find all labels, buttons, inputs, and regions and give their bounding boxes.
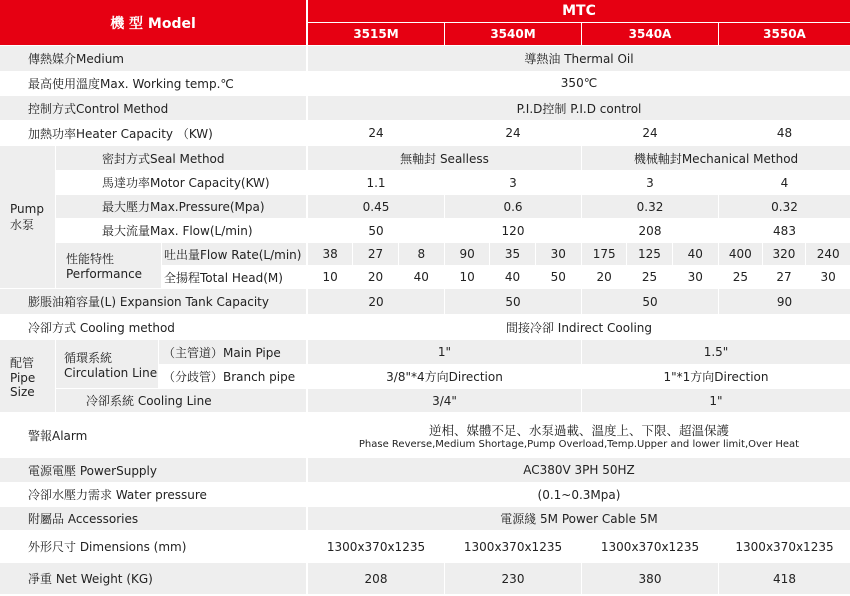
pipe-group-label xyxy=(0,340,55,412)
circulation-label xyxy=(56,340,158,388)
medium-label: 傳熱媒介Medium xyxy=(0,46,306,71)
seal-value-mechanical: 機械軸封Mechanical Method xyxy=(582,146,850,170)
head-value: 30 xyxy=(806,266,850,288)
pump-label-zh: 水泵 xyxy=(10,217,35,232)
max-flow-value: 208 xyxy=(582,219,718,242)
cooling-label: 冷卻方式 Cooling method xyxy=(0,315,306,339)
max-flow-value: 483 xyxy=(719,219,850,242)
max-temp-label: 最高使用溫度Max. Working temp.℃ xyxy=(0,71,306,95)
model-3515m: 3515M xyxy=(308,23,444,45)
max-flow-label: 最大流量Max. Flow(L/min) xyxy=(56,219,306,242)
branch-pipe-value: 1"*1方向Direction xyxy=(582,364,850,388)
model-3540a: 3540A xyxy=(582,23,718,45)
power-label: 電源電壓 PowerSupply xyxy=(0,458,306,482)
performance-label xyxy=(56,243,161,288)
model-header: 機 型 Model xyxy=(0,0,306,45)
medium-value: 導熱油 Thermal Oil xyxy=(308,46,850,71)
motor-value: 3 xyxy=(445,171,581,194)
head-value: 40 xyxy=(399,266,444,288)
model-3540m: 3540M xyxy=(445,23,581,45)
alarm-value xyxy=(308,413,850,457)
cooling-line-value: 1" xyxy=(582,389,850,412)
alarm-value-en: Phase Reverse,Medium Shortage,Pump Overload,Temp.Upper and lower limit,Over Heat xyxy=(358,438,800,450)
water-pressure-label: 冷卻水壓力需求 Water pressure xyxy=(0,483,306,506)
head-value: 40 xyxy=(490,266,534,288)
max-flow-value: 120 xyxy=(445,219,581,242)
flow-rate-value: 27 xyxy=(353,243,397,265)
dimensions-value: 1300x370x1235 xyxy=(445,531,581,562)
main-pipe-value: 1" xyxy=(308,340,581,364)
dimensions-value: 1300x370x1235 xyxy=(719,531,850,562)
seal-label: 密封方式Seal Method xyxy=(56,146,306,170)
pressure-value: 0.32 xyxy=(719,195,850,218)
tank-value: 50 xyxy=(445,289,581,314)
performance-label-zh: 性能特性 xyxy=(66,252,115,266)
model-3550a: 3550A xyxy=(719,23,850,45)
flow-rate-value: 30 xyxy=(536,243,581,265)
heater-value: 24 xyxy=(582,121,718,145)
alarm-label: 警報Alarm xyxy=(0,413,306,457)
series-header: MTC xyxy=(308,0,850,22)
pressure-value: 0.45 xyxy=(308,195,444,218)
pressure-value: 0.6 xyxy=(445,195,581,218)
main-pipe-value: 1.5" xyxy=(582,340,850,364)
flow-rate-value: 35 xyxy=(490,243,534,265)
cooling-line-value: 3/4" xyxy=(308,389,581,412)
max-temp-value: 350℃ xyxy=(308,71,850,95)
head-value: 25 xyxy=(627,266,671,288)
motor-label: 馬達功率Motor Capacity(KW) xyxy=(56,171,306,194)
flow-rate-value: 175 xyxy=(582,243,626,265)
dimensions-value: 1300x370x1235 xyxy=(582,531,718,562)
pressure-value: 0.32 xyxy=(582,195,718,218)
pipe-label-en2: Size xyxy=(10,384,35,399)
accessories-label: 附屬品 Accessories xyxy=(0,507,306,530)
head-label: 全揚程Total Head(M) xyxy=(162,266,306,288)
circulation-label-zh: 循環系統 xyxy=(64,350,113,365)
head-value: 10 xyxy=(445,266,489,288)
weight-value: 230 xyxy=(445,563,581,594)
pressure-label: 最大壓力Max.Pressure(Mpa) xyxy=(56,195,306,218)
heater-label: 加熱功率Heater Capacity （KW) xyxy=(0,121,306,145)
heater-value: 24 xyxy=(445,121,581,145)
control-label: 控制方式Control Method xyxy=(0,96,306,120)
head-value: 50 xyxy=(536,266,581,288)
weight-value: 418 xyxy=(719,563,850,594)
flow-rate-value: 240 xyxy=(806,243,850,265)
tank-value: 90 xyxy=(719,289,850,314)
head-value: 25 xyxy=(719,266,762,288)
water-pressure-value: (0.1~0.3Mpa) xyxy=(308,483,850,506)
flow-rate-label: 吐出量Flow Rate(L/min) xyxy=(162,243,306,265)
power-value: AC380V 3PH 50HZ xyxy=(308,458,850,482)
main-pipe-label: （主管道）Main Pipe xyxy=(159,340,306,364)
alarm-value-zh: 逆相、媒體不足、水泵過載、溫度上、下限、超溫保護 xyxy=(428,422,729,438)
flow-rate-value: 400 xyxy=(719,243,762,265)
cooling-line-label: 冷卻系統 Cooling Line xyxy=(56,389,306,412)
cooling-value: 間接冷卻 Indirect Cooling xyxy=(308,315,850,339)
head-value: 20 xyxy=(353,266,397,288)
max-flow-value: 50 xyxy=(308,219,444,242)
pump-label-en: Pump xyxy=(10,201,44,216)
weight-label: 凈重 Net Weight (KG) xyxy=(0,563,306,594)
dimensions-label: 外形尺寸 Dimensions (mm) xyxy=(0,531,306,562)
flow-rate-value: 320 xyxy=(763,243,806,265)
flow-rate-value: 8 xyxy=(399,243,444,265)
circulation-label-en: Circulation Line xyxy=(64,365,158,380)
accessories-value: 電源綫 5M Power Cable 5M xyxy=(308,507,850,530)
motor-value: 4 xyxy=(719,171,850,194)
weight-value: 380 xyxy=(582,563,718,594)
dimensions-value: 1300x370x1235 xyxy=(308,531,444,562)
head-value: 27 xyxy=(763,266,806,288)
flow-rate-value: 40 xyxy=(673,243,718,265)
tank-value: 20 xyxy=(308,289,444,314)
tank-label: 膨脹油箱容量(L) Expansion Tank Capacity xyxy=(0,289,306,314)
tank-value: 50 xyxy=(582,289,718,314)
flow-rate-value: 125 xyxy=(627,243,671,265)
control-value: P.I.D控制 P.I.D control xyxy=(308,96,850,120)
pipe-label-zh: 配管 xyxy=(10,355,35,370)
motor-value: 1.1 xyxy=(308,171,444,194)
weight-value: 208 xyxy=(308,563,444,594)
heater-value: 24 xyxy=(308,121,444,145)
head-value: 10 xyxy=(308,266,352,288)
branch-pipe-value: 3/8"*4方向Direction xyxy=(308,364,581,388)
pump-group-label xyxy=(0,146,55,288)
seal-value-sealless: 無軸封 Sealless xyxy=(308,146,581,170)
performance-label-en: Performance xyxy=(66,267,143,281)
branch-pipe-label: （分歧管）Branch pipe xyxy=(159,364,306,388)
head-value: 20 xyxy=(582,266,626,288)
flow-rate-value: 90 xyxy=(445,243,489,265)
heater-value: 48 xyxy=(719,121,850,145)
head-value: 30 xyxy=(673,266,718,288)
flow-rate-value: 38 xyxy=(308,243,352,265)
pipe-label-en1: Pipe xyxy=(10,370,36,385)
motor-value: 3 xyxy=(582,171,718,194)
